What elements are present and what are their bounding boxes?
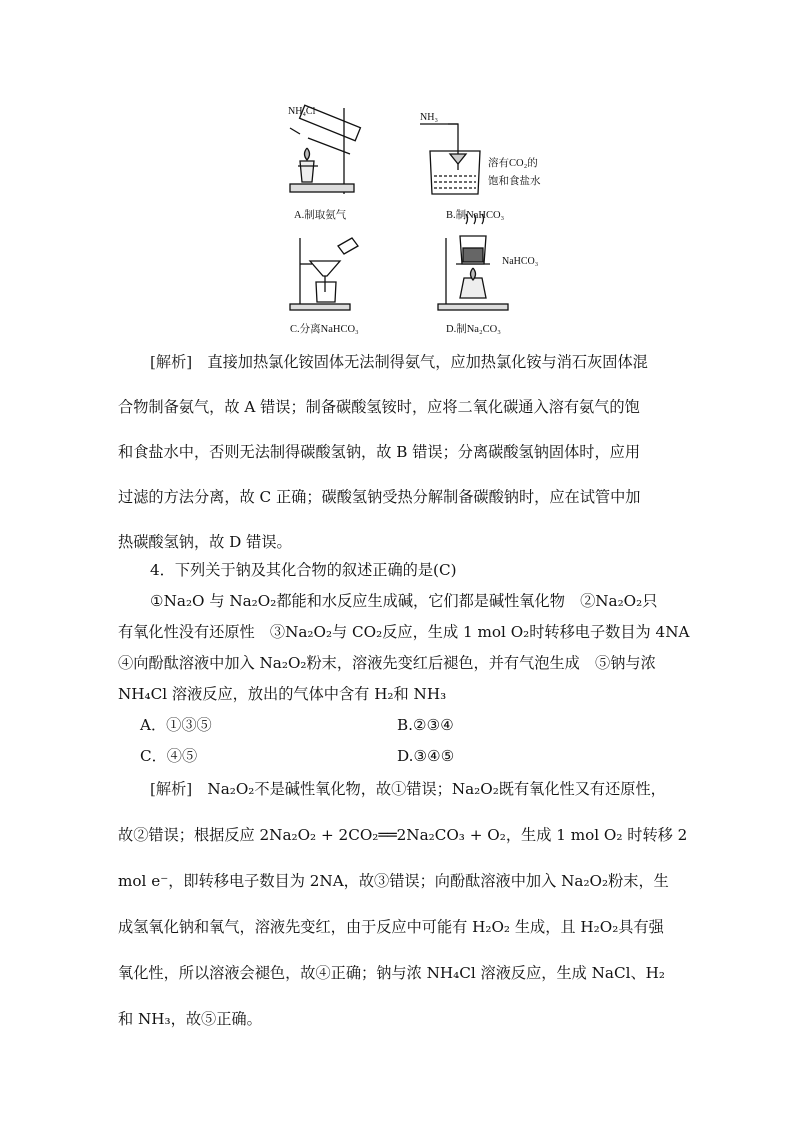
- apparatus-a: [290, 105, 360, 194]
- analysis-2-line: 故②错误；根据反应 2Na₂O₂ + 2CO₂══2Na₂CO₃ + O₂，生成 1 mol O₂ 时转移 2: [118, 826, 688, 844]
- caption-b: B.制NaHCO₃: [446, 210, 505, 221]
- analysis-2: [118, 766, 688, 1042]
- analysis-1-line: 热碳酸氢钠，故 D 错误。: [118, 533, 292, 551]
- analysis-2-line: 成氢氧化钠和氧气，溶液先变红，由于反应中可能有 H₂O₂ 生成，且 H₂O₂具有强: [118, 918, 664, 936]
- question-statement-line: 有氧化性没有还原性 ③Na₂O₂与 CO₂反应，生成 1 mol O₂时转移电子数目为 4NA: [118, 623, 690, 641]
- option-c: C．④⑤: [140, 747, 198, 765]
- apparatus-b-gas: NH₃: [420, 112, 438, 123]
- apparatus-d-reagent: NaHCO₃: [502, 256, 539, 267]
- apparatus-diagram: [270, 96, 570, 346]
- caption-a: A.制取氨气: [294, 210, 347, 221]
- analysis-tag: [解析]: [150, 780, 193, 798]
- apparatus-d: [438, 214, 508, 310]
- analysis-1-line: 和食盐水中，否则无法制得碳酸氢钠，故 B 错误；分离碳酸氢钠固体时，应用: [118, 443, 641, 461]
- question-4: [118, 555, 690, 710]
- question-stem: 4．下列关于钠及其化合物的叙述正确的是(C): [150, 561, 457, 579]
- apparatus-a-reagent: NH₄Cl: [288, 106, 316, 117]
- option-d: D.③④⑤: [397, 747, 455, 765]
- analysis-1-line: 过滤的方法分离，故 C 正确；碳酸氢钠受热分解制备碳酸钠时，应在试管中加: [118, 488, 641, 506]
- analysis-2-line: mol e⁻，即转移电子数目为 2NA，故③错误；向酚酞溶液中加入 Na₂O₂粉末，生: [118, 872, 669, 890]
- apparatus-c: [290, 238, 358, 310]
- option-b: B.②③④: [397, 716, 454, 734]
- apparatus-b-solution-1: 溶有CO₂的: [488, 158, 538, 169]
- analysis-1-line: [解析] 直接加热氯化铵固体无法制得氨气，应加热氯化铵与消石灰固体混: [150, 353, 648, 371]
- analysis-2-line: 和 NH₃，故⑤正确。: [118, 1010, 262, 1028]
- question-statement-line: NH₄Cl 溶液反应，放出的气体中含有 H₂和 NH₃: [118, 685, 447, 703]
- caption-c: C.分离NaHCO₃: [290, 324, 359, 335]
- analysis-2-line: 氧化性，所以溶液会褪色，故④正确；钠与浓 NH₄Cl 溶液反应，生成 NaCl、H₂: [118, 964, 665, 982]
- apparatus-b-solution-2: 饱和食盐水: [488, 176, 541, 187]
- apparatus-figure: [270, 96, 570, 346]
- analysis-1-line: 合物制备氨气，故 A 错误；制备碳酸氢铵时，应将二氧化碳通入溶有氨气的饱: [118, 398, 640, 416]
- analysis-1: [118, 340, 678, 565]
- analysis-2-line: [解析] Na₂O₂不是碱性氧化物，故①错误；Na₂O₂既有氧化性又有还原性，: [150, 780, 666, 798]
- question-statement-line: ④向酚酞溶液中加入 Na₂O₂粉末，溶液先变红后褪色，并有气泡生成 ⑤钠与浓: [118, 654, 656, 672]
- caption-d: D.制Na₂CO₃: [446, 324, 501, 335]
- option-a: A．①③⑤: [140, 716, 212, 734]
- question-statement-line: ①Na₂O 与 Na₂O₂都能和水反应生成碱，它们都是碱性氧化物 ②Na₂O₂只: [150, 592, 658, 610]
- apparatus-b: [420, 124, 480, 194]
- answer-options: [140, 710, 660, 772]
- analysis-tag: [解析]: [150, 353, 193, 371]
